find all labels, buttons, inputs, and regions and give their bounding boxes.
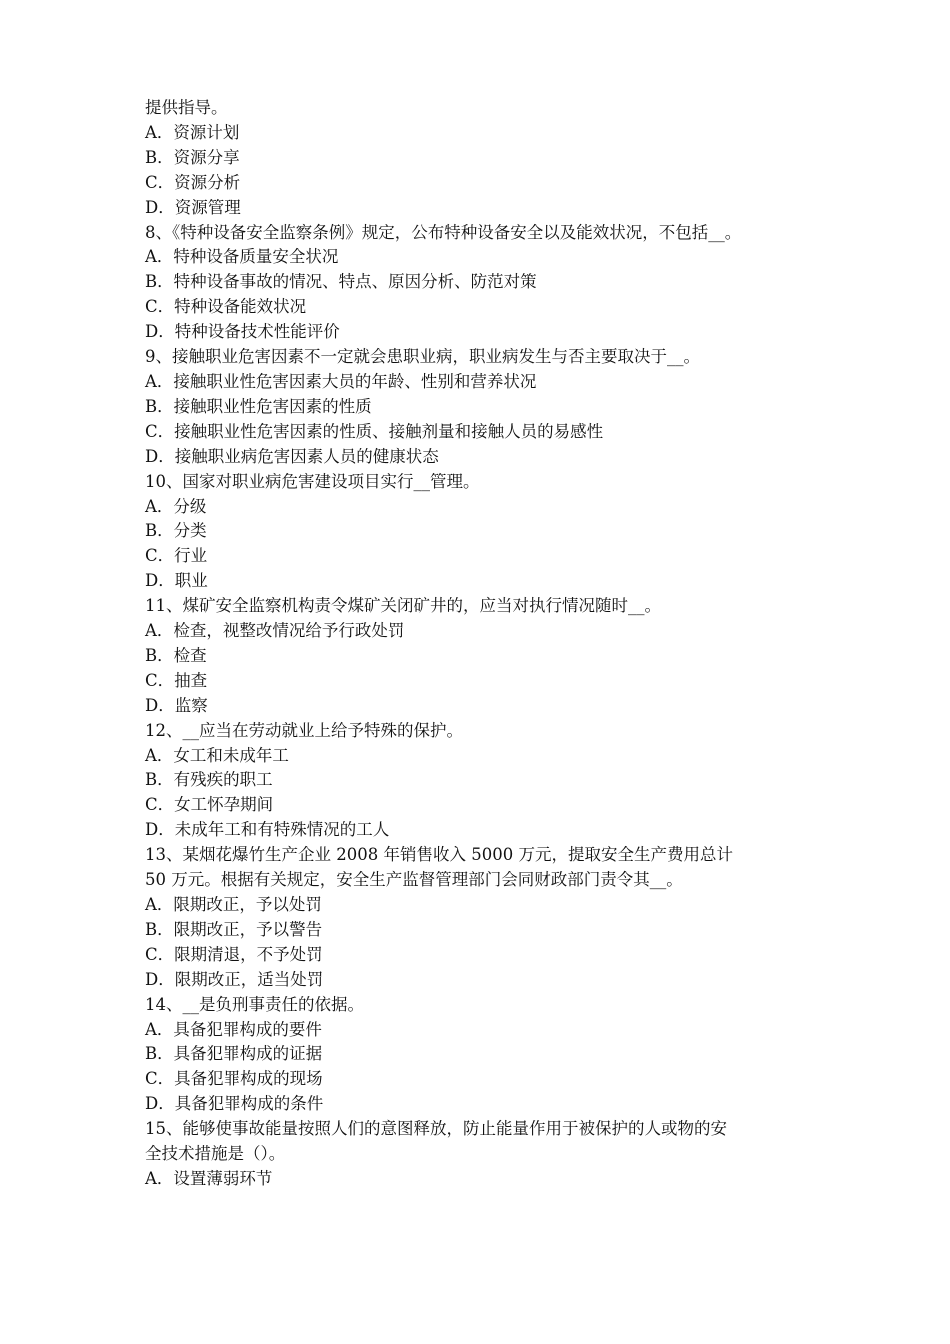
question-15-cont: 全技术措施是（）。 [145, 1144, 286, 1164]
option-line: D．接触职业病危害因素人员的健康状态 [145, 446, 439, 466]
option-line: D．具备犯罪构成的条件 [145, 1094, 324, 1114]
option-line: A．设置薄弱环节 [145, 1168, 273, 1188]
option-line: D．特种设备技术性能评价 [145, 322, 340, 342]
option-line: C．抽查 [145, 670, 208, 690]
option-line: C．限期清退，不予处罚 [145, 944, 323, 964]
option-line: C．资源分析 [145, 172, 241, 192]
option-line: C．具备犯罪构成的现场 [145, 1069, 323, 1089]
document-page [145, 96, 810, 1192]
option-line: A．限期改正，予以处罚 [145, 895, 322, 914]
option-line: D．职业 [145, 571, 208, 591]
option-line: A．资源计划 [145, 122, 240, 142]
option-line: A．女工和未成年工 [145, 745, 289, 765]
option-line: A．特种设备质量安全状况 [145, 247, 339, 267]
question-9: 9、接触职业危害因素不一定就会患职业病，职业病发生与否主要取决于__。 [145, 347, 700, 367]
option-line: A．检查，视整改情况给予行政处罚 [145, 621, 405, 641]
option-line: C．特种设备能效状况 [145, 297, 307, 317]
question-14: 14、__是负刑事责任的依据。 [145, 994, 364, 1014]
option-line: D．监察 [145, 695, 208, 715]
question-13-cont: 50 万元。根据有关规定，安全生产监督管理部门会同财政部门责令其__。 [145, 870, 683, 890]
question-10: 10、国家对职业病危害建设项目实行__管理。 [145, 471, 480, 491]
option-line: A．具备犯罪构成的要件 [145, 1019, 322, 1039]
option-line: B．接触职业性危害因素的性质 [145, 396, 372, 416]
question-13: 13、某烟花爆竹生产企业 2008 年销售收入 5000 万元，提取安全生产费用总计 [145, 845, 733, 865]
option-line: D．限期改正，适当处罚 [145, 969, 324, 989]
text-line: 提供指导。 [145, 98, 228, 117]
option-line: B．特种设备事故的情况、特点、原因分析、防范对策 [145, 272, 537, 292]
option-line: B．资源分享 [145, 147, 240, 167]
option-line: A．分级 [145, 496, 207, 516]
option-line: C．行业 [145, 546, 208, 566]
option-line: D．资源管理 [145, 197, 241, 217]
question-8: 8、《特种设备安全监察条例》规定，公布特种设备安全以及能效状况，不包括__。 [145, 222, 742, 242]
option-line: B．具备犯罪构成的证据 [145, 1044, 323, 1064]
question-12: 12、__应当在劳动就业上给予特殊的保护。 [145, 720, 463, 740]
option-line: A．接触职业性危害因素大员的年龄、性别和营养状况 [145, 371, 537, 391]
question-11: 11、煤矿安全监察机构责令煤矿关闭矿井的，应当对执行情况随时__。 [145, 596, 661, 616]
option-line: B．有残疾的职工 [145, 770, 273, 790]
option-line: C．接触职业性危害因素的性质、接触剂量和接触人员的易感性 [145, 421, 604, 441]
option-line: B．限期改正，予以警告 [145, 919, 323, 939]
option-line: B．检查 [145, 645, 207, 665]
question-15: 15、能够使事故能量按照人们的意图释放，防止能量作用于被保护的人或物的安 [145, 1119, 727, 1139]
option-line: C．女工怀孕期间 [145, 795, 274, 815]
option-line: B．分类 [145, 521, 207, 541]
option-line: D．未成年工和有特殊情况的工人 [145, 820, 390, 840]
